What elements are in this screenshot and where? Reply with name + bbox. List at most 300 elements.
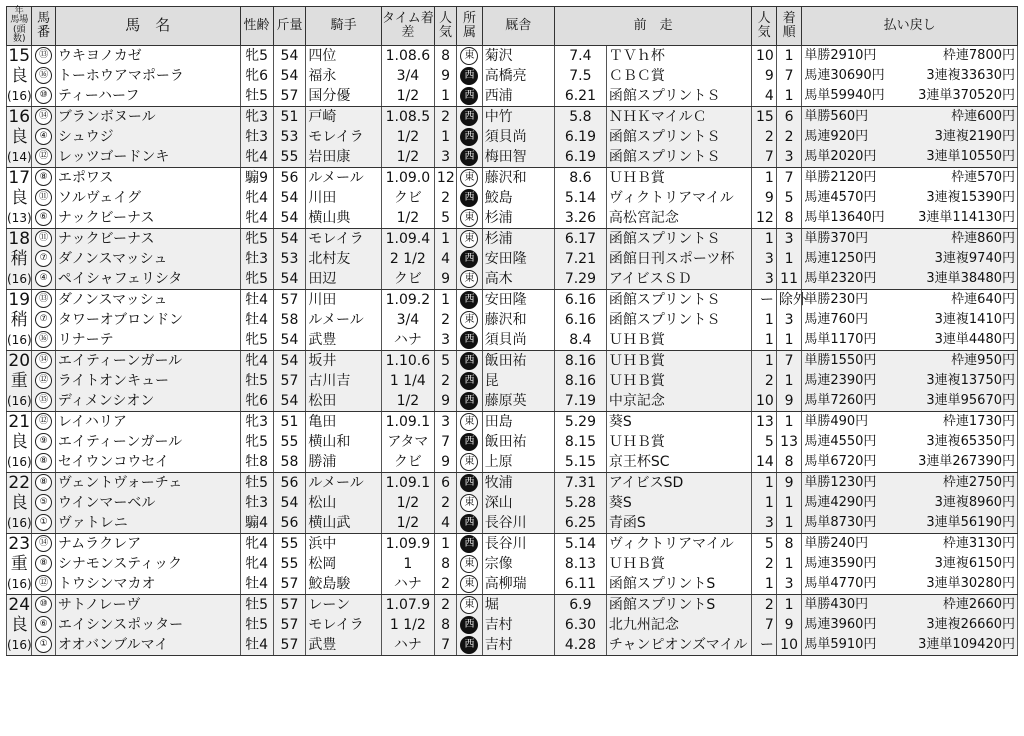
prev-popularity: 7 (752, 147, 776, 168)
horse-number-badge: ⑭ (35, 535, 52, 552)
prev-run-date: 4.28 (554, 635, 606, 656)
sex-age: 牡5 (240, 594, 273, 615)
trainer: 藤沢和 (482, 167, 554, 188)
race-row (7, 350, 1018, 371)
race-row (7, 310, 1018, 330)
payout-pair (804, 412, 1015, 432)
popularity: 2 (434, 574, 456, 595)
prev-run-race: ＴＶｈ杯 (606, 45, 752, 66)
race-row (7, 411, 1018, 432)
prev-popularity: 2 (752, 127, 776, 147)
weight: 56 (273, 513, 306, 534)
horse-number-badge: ⑭ (35, 108, 52, 125)
affiliation-cell (457, 371, 482, 391)
horse-number-badge: ⑫ (35, 413, 52, 430)
payout-pair (804, 513, 1015, 533)
jockey: 横山武 (306, 513, 381, 534)
race-field: (16) (7, 391, 32, 412)
payout-cell (802, 452, 1018, 473)
jockey: 武豊 (306, 635, 381, 656)
race-row (7, 452, 1018, 473)
weight: 58 (273, 452, 306, 473)
weight: 54 (273, 228, 306, 249)
trainer: 中竹 (482, 106, 554, 127)
prev-run-race: 中京記念 (606, 391, 752, 412)
time-margin: 1 1/4 (381, 371, 434, 391)
payout-cell (802, 208, 1018, 229)
weight: 57 (273, 86, 306, 107)
payout-cell (802, 533, 1018, 554)
time-margin: 1/2 (381, 513, 434, 534)
trainer: 杉浦 (482, 228, 554, 249)
prev-run-date: 6.19 (554, 147, 606, 168)
payout-right: 3連単10550円 (926, 148, 1015, 164)
payout-right: 3連複13750円 (926, 372, 1015, 388)
payout-left: 馬単4770円 (804, 575, 877, 591)
prev-popularity: 1 (752, 330, 776, 351)
header-row (7, 7, 1018, 46)
payout-right: 3連複15390円 (926, 189, 1015, 205)
payout-right: 3連複6150円 (934, 555, 1015, 571)
payout-pair (804, 371, 1015, 391)
weight: 58 (273, 310, 306, 330)
race-row (7, 106, 1018, 127)
race-year: 24 (8, 594, 31, 615)
prev-finish: 1 (776, 371, 801, 391)
time-margin: 3/4 (381, 66, 434, 86)
col-time-header: タイム着差 (381, 7, 434, 46)
horse-name: ディメンシオン (55, 391, 240, 412)
affiliation-cell (457, 45, 482, 66)
horse-number-badge: ⑪ (35, 189, 52, 206)
payout-left: 馬連760円 (804, 311, 869, 327)
time-margin: 1.08.6 (381, 45, 434, 66)
payout-left: 単勝370円 (804, 230, 869, 246)
horse-number-cell (32, 208, 55, 229)
payout-cell (802, 66, 1018, 86)
popularity: 9 (434, 66, 456, 86)
horse-number-cell (32, 411, 55, 432)
prev-run-date: 6.11 (554, 574, 606, 595)
popularity: 3 (434, 330, 456, 351)
prev-popularity: 2 (752, 554, 776, 574)
prev-popularity: 13 (752, 411, 776, 432)
time-margin: 1/2 (381, 127, 434, 147)
payout-cell (802, 615, 1018, 635)
prev-run-date: 6.17 (554, 228, 606, 249)
prev-run-race: ＵＨＢ賞 (606, 554, 752, 574)
time-margin: ハナ (381, 574, 434, 595)
popularity: 1 (434, 86, 456, 107)
west-affiliation-badge: 西 (460, 128, 478, 146)
weight: 57 (273, 635, 306, 656)
prev-run-date: 7.21 (554, 249, 606, 269)
prev-popularity: ー (752, 289, 776, 310)
popularity: 1 (434, 127, 456, 147)
horse-name: ウインマーベル (55, 493, 240, 513)
payout-right: 3連複26660円 (926, 616, 1015, 632)
weight: 54 (273, 208, 306, 229)
prev-finish: 3 (776, 310, 801, 330)
prev-finish: 8 (776, 533, 801, 554)
horse-number-badge: ④ (35, 270, 52, 287)
popularity: 1 (434, 289, 456, 310)
sex-age: 牡5 (240, 371, 273, 391)
horse-number-cell (32, 228, 55, 249)
horse-name: ナックビーナス (55, 228, 240, 249)
prev-finish: 9 (776, 472, 801, 493)
race-row (7, 574, 1018, 595)
race-row (7, 86, 1018, 107)
prev-finish: 3 (776, 574, 801, 595)
payout-pair (804, 290, 1015, 310)
payout-right: 枠連2660円 (942, 596, 1015, 612)
payout-left: 馬連30690円 (804, 67, 885, 83)
prev-run-race: チャンピオンズマイル (606, 635, 752, 656)
weight: 51 (273, 411, 306, 432)
payout-pair (804, 330, 1015, 350)
prev-run-date: 6.25 (554, 513, 606, 534)
jockey: ルメール (306, 167, 381, 188)
popularity: 7 (434, 432, 456, 452)
col-weight-header: 斤量 (273, 7, 306, 46)
prev-run-race: ＵＨＢ賞 (606, 350, 752, 371)
trainer: 宗像 (482, 554, 554, 574)
sex-age: 牡4 (240, 310, 273, 330)
prev-popularity: 5 (752, 432, 776, 452)
weight: 55 (273, 432, 306, 452)
race-row (7, 208, 1018, 229)
east-affiliation-badge: 東 (460, 230, 478, 248)
jockey: レーン (306, 594, 381, 615)
affiliation-cell (457, 188, 482, 208)
trainer: 藤沢和 (482, 310, 554, 330)
horse-name: エポワス (55, 167, 240, 188)
horse-number-cell (32, 452, 55, 473)
race-row (7, 472, 1018, 493)
prev-run-date: 8.15 (554, 432, 606, 452)
sex-age: 牡3 (240, 493, 273, 513)
jockey: 岩田康 (306, 147, 381, 168)
prev-popularity: 7 (752, 615, 776, 635)
prev-run-date: 3.26 (554, 208, 606, 229)
prev-run-race: ヴィクトリアマイル (606, 188, 752, 208)
trainer: 須貝尚 (482, 127, 554, 147)
horse-number-badge: ⑭ (35, 352, 52, 369)
payout-pair (804, 432, 1015, 452)
weight: 56 (273, 167, 306, 188)
prev-run-date: 6.9 (554, 594, 606, 615)
horse-number-badge: ⑥ (35, 209, 52, 226)
race-field: (16) (7, 86, 32, 107)
race-row (7, 147, 1018, 168)
affiliation-cell (457, 635, 482, 656)
payout-cell (802, 106, 1018, 127)
race-row (7, 615, 1018, 635)
prev-run-race: 函館スプリントＳ (606, 310, 752, 330)
payout-left: 馬連920円 (804, 128, 869, 144)
payout-right: 3連複9740円 (934, 250, 1015, 266)
payout-left: 馬連4570円 (804, 189, 877, 205)
jockey: 川田 (306, 188, 381, 208)
time-margin: クビ (381, 188, 434, 208)
payout-pair (804, 452, 1015, 472)
prev-popularity: 12 (752, 208, 776, 229)
race-track: 良 (7, 66, 32, 86)
time-margin: 3/4 (381, 310, 434, 330)
payout-right: 3連単267390円 (918, 453, 1015, 469)
race-track: 良 (7, 188, 32, 208)
sex-age: 牡3 (240, 127, 273, 147)
prev-finish: 1 (776, 513, 801, 534)
sex-age: 牝4 (240, 147, 273, 168)
payout-left: 単勝490円 (804, 413, 869, 429)
horse-number-cell (32, 635, 55, 656)
west-affiliation-badge: 西 (460, 148, 478, 166)
trainer: 安田隆 (482, 249, 554, 269)
payout-left: 単勝1230円 (804, 474, 877, 490)
affiliation-cell (457, 574, 482, 595)
results-sheet (6, 6, 1018, 656)
horse-number-cell (32, 269, 55, 290)
popularity: 3 (434, 147, 456, 168)
popularity: 9 (434, 452, 456, 473)
weight: 55 (273, 533, 306, 554)
horse-number-cell (32, 45, 55, 66)
horse-name: エイティーンガール (55, 432, 240, 452)
jockey: 戸崎 (306, 106, 381, 127)
prev-run-date: 5.29 (554, 411, 606, 432)
trainer: 堀 (482, 594, 554, 615)
jockey: 横山典 (306, 208, 381, 229)
payout-pair (804, 147, 1015, 167)
prev-popularity: 1 (752, 350, 776, 371)
trainer: 吉村 (482, 615, 554, 635)
prev-run-date: 8.4 (554, 330, 606, 351)
time-margin: ハナ (381, 635, 434, 656)
race-year: 20 (8, 350, 31, 371)
popularity: 2 (434, 371, 456, 391)
sex-age: 牝4 (240, 554, 273, 574)
sex-age: 牝6 (240, 66, 273, 86)
payout-cell (802, 391, 1018, 412)
horse-name: ダノンスマッシュ (55, 289, 240, 310)
horse-name: レイハリア (55, 411, 240, 432)
trainer: 菊沢 (482, 45, 554, 66)
prev-finish: 1 (776, 594, 801, 615)
prev-run-date: 7.5 (554, 66, 606, 86)
col-affiliation-header: 所属 (457, 7, 482, 46)
jockey: 松岡 (306, 554, 381, 574)
sex-age: 騸9 (240, 167, 273, 188)
payout-left: 単勝1550円 (804, 352, 877, 368)
race-year: 15 (8, 45, 31, 66)
horse-number-cell (32, 188, 55, 208)
prev-run-date: 8.16 (554, 350, 606, 371)
weight: 54 (273, 330, 306, 351)
weight: 54 (273, 188, 306, 208)
horse-number-badge: ⑩ (35, 87, 52, 104)
weight: 57 (273, 594, 306, 615)
payout-pair (804, 249, 1015, 269)
race-field: (16) (7, 513, 32, 534)
payout-left: 馬連3590円 (804, 555, 877, 571)
prev-run-race: ＵＨＢ賞 (606, 432, 752, 452)
payout-pair (804, 46, 1015, 66)
west-affiliation-badge: 西 (460, 474, 478, 492)
payout-pair (804, 168, 1015, 188)
west-affiliation-badge: 西 (460, 352, 478, 370)
race-row (7, 127, 1018, 147)
horse-number-badge: ⑫ (35, 372, 52, 389)
trainer: 西浦 (482, 86, 554, 107)
west-affiliation-badge: 西 (460, 392, 478, 410)
payout-pair (804, 534, 1015, 554)
prev-run-date: 6.21 (554, 86, 606, 107)
payout-pair (804, 473, 1015, 493)
affiliation-cell (457, 310, 482, 330)
prev-finish: 3 (776, 228, 801, 249)
payout-left: 単勝430円 (804, 596, 869, 612)
sex-age: 牝5 (240, 269, 273, 290)
payout-cell (802, 289, 1018, 310)
sex-age: 牡5 (240, 472, 273, 493)
prev-run-race: 函館スプリントＳ (606, 86, 752, 107)
west-affiliation-badge: 西 (460, 331, 478, 349)
payout-cell (802, 513, 1018, 534)
payout-right: 3連複65350円 (926, 433, 1015, 449)
payout-cell (802, 574, 1018, 595)
time-margin: 1.09.0 (381, 167, 434, 188)
payout-left: 馬単6720円 (804, 453, 877, 469)
trainer: 安田隆 (482, 289, 554, 310)
affiliation-cell (457, 228, 482, 249)
prev-popularity: 2 (752, 371, 776, 391)
prev-finish: 1 (776, 411, 801, 432)
horse-name: ブランボヌール (55, 106, 240, 127)
horse-number-badge: ⑧ (35, 474, 52, 491)
payout-pair (804, 493, 1015, 513)
sex-age: 騸4 (240, 513, 273, 534)
payout-cell (802, 147, 1018, 168)
payout-cell (802, 635, 1018, 656)
payout-right: 3連複2190円 (934, 128, 1015, 144)
race-year: 16 (8, 106, 31, 127)
horse-name: ソルヴェイグ (55, 188, 240, 208)
payout-pair (804, 310, 1015, 330)
race-field: (16) (7, 452, 32, 473)
horse-name: ライトオンキュー (55, 371, 240, 391)
prev-run-date: 5.28 (554, 493, 606, 513)
prev-popularity: 10 (752, 45, 776, 66)
horse-number-badge: ④ (35, 128, 52, 145)
payout-right: 枠連600円 (951, 108, 1015, 124)
horse-number-badge: ⑨ (35, 433, 52, 450)
horse-number-badge: ① (35, 514, 52, 531)
prev-popularity: 2 (752, 594, 776, 615)
prev-run-date: 5.8 (554, 106, 606, 127)
affiliation-cell (457, 289, 482, 310)
payout-right: 3連単4480円 (934, 331, 1015, 347)
race-field: (16) (7, 574, 32, 595)
time-margin: 1.09.1 (381, 472, 434, 493)
time-margin: 1.09.4 (381, 228, 434, 249)
prev-popularity: 3 (752, 269, 776, 290)
sex-age: 牝5 (240, 228, 273, 249)
payout-right: 枠連640円 (951, 291, 1015, 307)
trainer: 長谷川 (482, 533, 554, 554)
prev-run-race: 青函S (606, 513, 752, 534)
payout-cell (802, 330, 1018, 351)
horse-name: シナモンスティック (55, 554, 240, 574)
horse-name: ヴェントヴォーチェ (55, 472, 240, 493)
sex-age: 牝4 (240, 533, 273, 554)
east-affiliation-badge: 東 (460, 494, 478, 512)
payout-right: 3連単109420円 (918, 636, 1015, 652)
payout-left: 単勝2120円 (804, 169, 877, 185)
payout-right: 枠連1730円 (942, 413, 1015, 429)
time-margin: 1.07.9 (381, 594, 434, 615)
prev-run-race: ＣＢＣ賞 (606, 66, 752, 86)
west-affiliation-badge: 西 (460, 433, 478, 451)
horse-number-cell (32, 350, 55, 371)
popularity: 3 (434, 411, 456, 432)
race-track: 良 (7, 432, 32, 452)
prev-run-date: 7.29 (554, 269, 606, 290)
prev-run-date: 5.15 (554, 452, 606, 473)
time-margin: 2 1/2 (381, 249, 434, 269)
affiliation-cell (457, 86, 482, 107)
horse-number-cell (32, 147, 55, 168)
prev-finish: 9 (776, 391, 801, 412)
horse-number-cell (32, 66, 55, 86)
prev-popularity: 1 (752, 167, 776, 188)
prev-finish: 7 (776, 350, 801, 371)
popularity: 5 (434, 350, 456, 371)
payout-pair (804, 127, 1015, 147)
trainer: 昆 (482, 371, 554, 391)
weight: 54 (273, 45, 306, 66)
weight: 53 (273, 127, 306, 147)
prev-run-race: アイビスSD (606, 472, 752, 493)
jockey: 亀田 (306, 411, 381, 432)
payout-cell (802, 269, 1018, 290)
east-affiliation-badge: 東 (460, 596, 478, 614)
prev-finish: 1 (776, 249, 801, 269)
payout-pair (804, 574, 1015, 594)
payout-left: 馬単7260円 (804, 392, 877, 408)
west-affiliation-badge: 西 (460, 372, 478, 390)
prev-run-race: 函館スプリントＳ (606, 127, 752, 147)
prev-popularity: 1 (752, 472, 776, 493)
race-row (7, 391, 1018, 412)
sex-age: 牡5 (240, 86, 273, 107)
horse-name: オオバンブルマイ (55, 635, 240, 656)
payout-cell (802, 86, 1018, 107)
time-margin: 1 1/2 (381, 615, 434, 635)
trainer: 長谷川 (482, 513, 554, 534)
payout-left: 馬単5910円 (804, 636, 877, 652)
race-row (7, 533, 1018, 554)
payout-left: 馬単2020円 (804, 148, 877, 164)
race-row (7, 167, 1018, 188)
horse-name: エイシンスポッター (55, 615, 240, 635)
race-track: 重 (7, 554, 32, 574)
time-margin: クビ (381, 269, 434, 290)
prev-run-race: ヴィクトリアマイル (606, 533, 752, 554)
race-track: 稍 (7, 310, 32, 330)
east-affiliation-badge: 東 (460, 270, 478, 288)
